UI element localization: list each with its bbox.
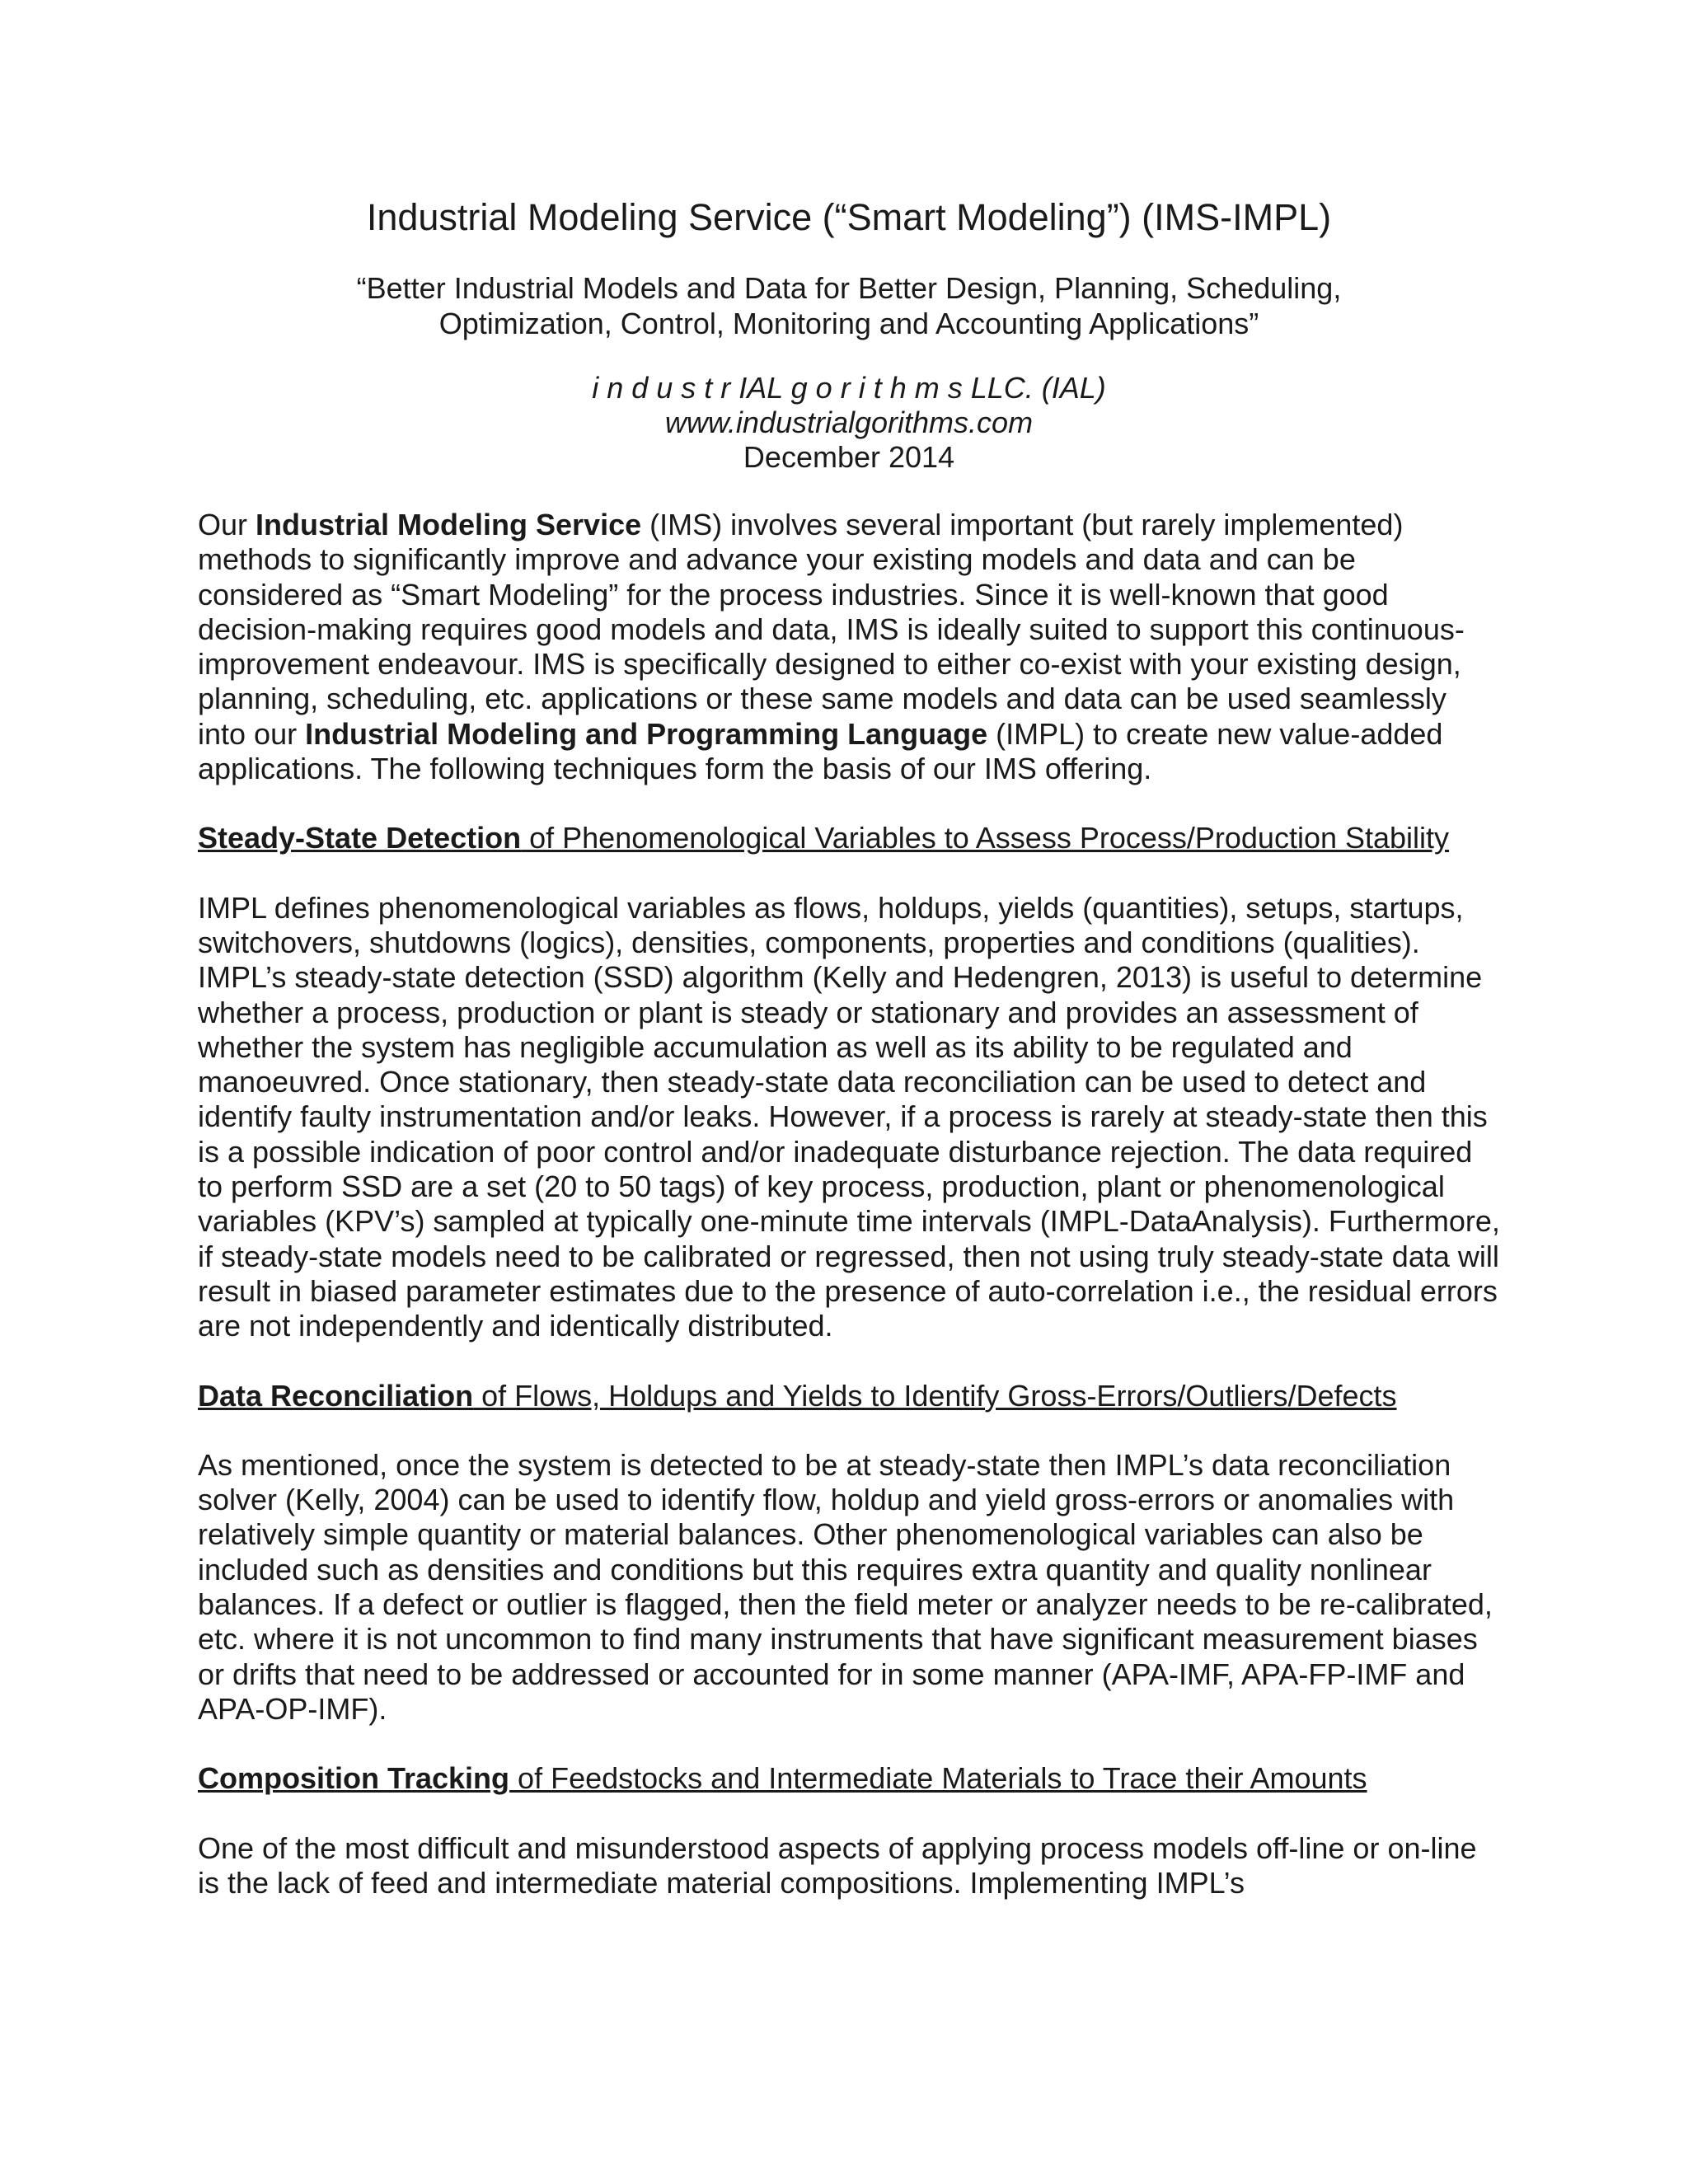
company-name: i n d u s t r IAL g o r i t h m s LLC. (IAL)	[592, 371, 1106, 405]
intro-text-1: Our	[198, 508, 256, 541]
section-heading-lead: Data Reconciliation	[198, 1378, 474, 1413]
intro-text-3: (IMPL) to create new value-added applications. The following techniques form the basis of our IMS offering.	[198, 716, 1443, 786]
intro-bold-ims: Industrial Modeling Service	[256, 508, 642, 541]
document-date: December 2014	[743, 440, 955, 474]
section-heading-lead: Steady-State Detection	[198, 821, 522, 855]
intro-paragraph	[198, 508, 1500, 786]
section-heading-rest: of Phenomenological Variables to Assess Process/Production Stability	[521, 821, 1450, 855]
company-website: www.industrialgorithms.com	[664, 405, 1034, 439]
section-heading-rest: of Feedstocks and Intermediate Materials to Trace their Amounts	[509, 1761, 1367, 1796]
section-body-composition-tracking: One of the most difficult and misunderstood aspects of applying process models off-line or on-line is the lack of feed and intermediate material compositions. Implementing IMPL’s	[198, 1830, 1477, 1900]
subtitle-line-1: “Better Industrial Models and Data for Better Design, Planning, Scheduling,	[356, 271, 1342, 305]
section-heading-composition-tracking	[198, 1761, 1500, 1796]
section-body-ssd: IMPL defines phenomenological variables as flows, holdups, yields (quantities), setups, startups, switchovers, shutdowns (logics), densities, components, properties and conditions (qualities). IMPL’s steady-state detection (SSD) algorithm (Kelly and Hedengren, 2013) is useful to determine whether a process, production or plant is steady or stationary and provides an assessment of whether the system has negligible accumulation as well as its ability to be regulated and manoeuvred. Once stationary, then steady-state data reconciliation can be used to detect and identify faulty instrumentation and/or leaks. However, if a process is rarely at steady-state then this is a possible indication of poor control and/or inadequate disturbance rejection. The data required to perform SSD are a set (20 to 50 tags) of key process, production, plant or phenomenological variables (KPV’s) sampled at typically one-minute time intervals (IMPL-DataAnalysis). Furthermore, if steady-state models need to be calibrated or regressed, then not using truly steady-state data will result in biased parameter estimates due to the presence of auto-correlation i.e., the residual errors are not independently and identically distributed.	[198, 890, 1500, 1343]
subtitle-line-2: Optimization, Control, Monitoring and Accounting Applications”	[438, 307, 1259, 340]
company-block	[198, 371, 1500, 475]
section-body-data-reconciliation: As mentioned, once the system is detected to be at steady-state then IMPL’s data reconciliation solver (Kelly, 2004) can be used to identify flow, holdup and yield gross-errors or anomalies with relatively simple quantity or material balances. Other phenomenological variables can also be included such as densities and conditions but this requires extra quantity and quality nonlinear balances. If a defect or outlier is flagged, then the field meter or analyzer needs to be re-calibrated, etc. where it is not uncommon to find many instruments that have significant measurement biases or drifts that need to be addressed or accounted for in some manner (APA-IMF, APA-FP-IMF and APA-OP-IMF).	[198, 1447, 1493, 1726]
intro-bold-impl: Industrial Modeling and Programming Language	[305, 716, 988, 751]
document-title: Industrial Modeling Service (“Smart Modeling”) (IMS-IMPL)	[366, 196, 1332, 238]
section-heading-ssd	[198, 821, 1500, 855]
section-heading-data-reconciliation	[198, 1379, 1500, 1413]
intro-text-2: (IMS) involves several important (but rarely implemented) methods to significantly improve and advance your existing models and data and can be considered as “Smart Modeling” for the process industries. Since it is well-known that good decision-making requires good models and data, IMS is ideally suited to support this continuous-improvement endeavour. IMS is specifically designed to either co-exist with your existing design, planning, scheduling, etc. applications or these same models and data can be used seamlessly into our	[198, 508, 1465, 751]
section-heading-rest: of Flows, Holdups and Yields to Identify Gross-Errors/Outliers/Defects	[473, 1378, 1397, 1413]
document-subtitle	[198, 270, 1500, 341]
document-page	[198, 194, 1500, 1900]
section-heading-lead: Composition Tracking	[198, 1761, 510, 1796]
